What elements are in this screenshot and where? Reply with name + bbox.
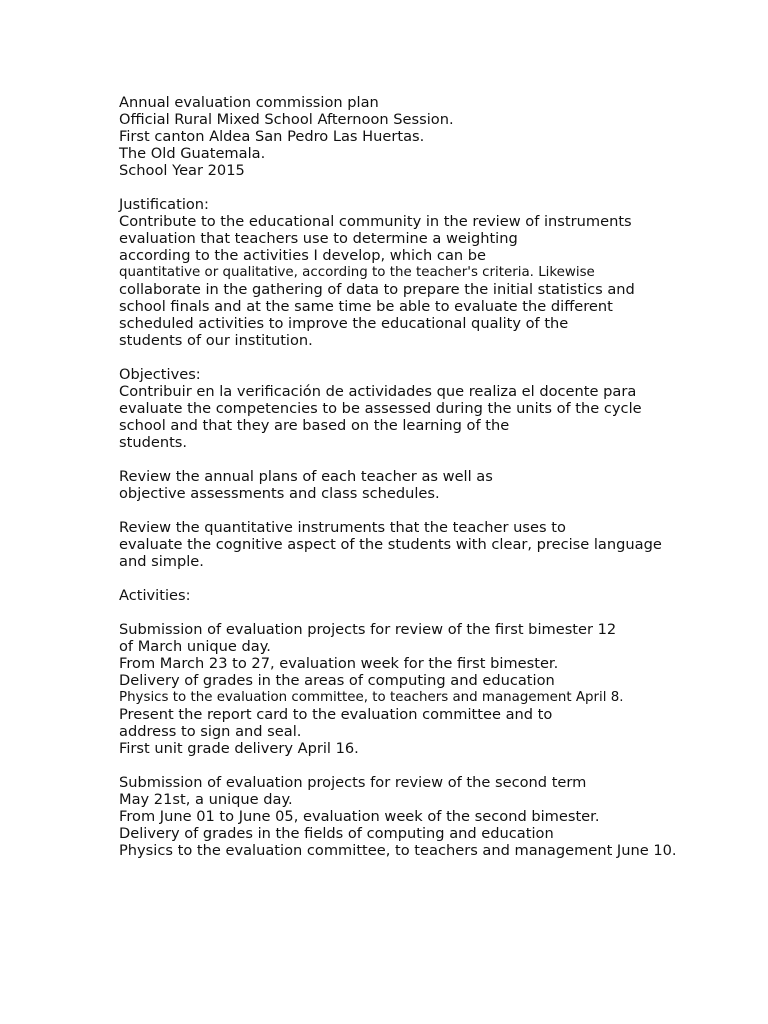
spacer — [119, 179, 759, 196]
justification-section — [119, 196, 759, 349]
objective-line: Review the annual plans of each teacher as well as — [119, 468, 493, 485]
justification-line: Contribute to the educational community in the review of instruments — [119, 213, 632, 230]
document-title: Annual evaluation commission plan — [119, 94, 379, 111]
activity-line: Delivery of grades in the areas of computing and education — [119, 672, 555, 689]
activities-section — [119, 587, 759, 859]
activity-line: May 21st, a unique day. — [119, 791, 293, 808]
objective-line: school and that they are based on the learning of the — [119, 417, 510, 434]
activities-heading: Activities: — [119, 587, 191, 604]
justification-line: school finals and at the same time be able to evaluate the different — [119, 298, 613, 315]
spacer — [119, 757, 759, 774]
justification-line: students of our institution. — [119, 332, 313, 349]
spacer — [119, 451, 759, 468]
activity-line: Submission of evaluation projects for review of the second term — [119, 774, 587, 791]
activity-line: address to sign and seal. — [119, 723, 302, 740]
school-name: Official Rural Mixed School Afternoon Session. — [119, 111, 454, 128]
justification-heading: Justification: — [119, 196, 209, 213]
document-body — [119, 94, 759, 859]
spacer — [119, 502, 759, 519]
activity-line: From June 01 to June 05, evaluation week of the second bimester. — [119, 808, 600, 825]
objective-line: evaluate the competencies to be assessed during the units of the cycle — [119, 400, 642, 417]
justification-line: quantitative or qualitative, according to the teacher's criteria. Likewise — [119, 265, 595, 280]
justification-line: evaluation that teachers use to determine a weighting — [119, 230, 518, 247]
activity-line: Delivery of grades in the fields of computing and education — [119, 825, 554, 842]
activity-line: From March 23 to 27, evaluation week for the first bimester. — [119, 655, 559, 672]
spacer — [119, 604, 759, 621]
activity-line: Physics to the evaluation committee, to teachers and management June 10. — [119, 842, 677, 859]
activity-line: Submission of evaluation projects for review of the first bimester 12 — [119, 621, 617, 638]
spacer — [119, 570, 759, 587]
justification-line: collaborate in the gathering of data to prepare the initial statistics and — [119, 281, 635, 298]
objective-line: objective assessments and class schedules. — [119, 485, 440, 502]
spacer — [119, 349, 759, 366]
justification-line: according to the activities I develop, which can be — [119, 247, 487, 264]
school-city: The Old Guatemala. — [119, 145, 266, 162]
school-year: School Year 2015 — [119, 162, 245, 179]
activity-line: Present the report card to the evaluation committee and to — [119, 706, 553, 723]
school-location: First canton Aldea San Pedro Las Huertas. — [119, 128, 425, 145]
objective-line: students. — [119, 434, 188, 451]
document-header — [119, 94, 759, 179]
objectives-section — [119, 366, 759, 570]
objective-line: Contribuir en la verificación de actividades que realiza el docente para — [119, 383, 637, 400]
objectives-heading: Objectives: — [119, 366, 201, 383]
activity-line: of March unique day. — [119, 638, 271, 655]
objective-line: Review the quantitative instruments that the teacher uses to — [119, 519, 566, 536]
activity-line: Physics to the evaluation committee, to teachers and management April 8. — [119, 690, 624, 705]
objective-line: and simple. — [119, 553, 204, 570]
objective-line: evaluate the cognitive aspect of the students with clear, precise language — [119, 536, 662, 553]
justification-line: scheduled activities to improve the educational quality of the — [119, 315, 569, 332]
activity-line: First unit grade delivery April 16. — [119, 740, 359, 757]
